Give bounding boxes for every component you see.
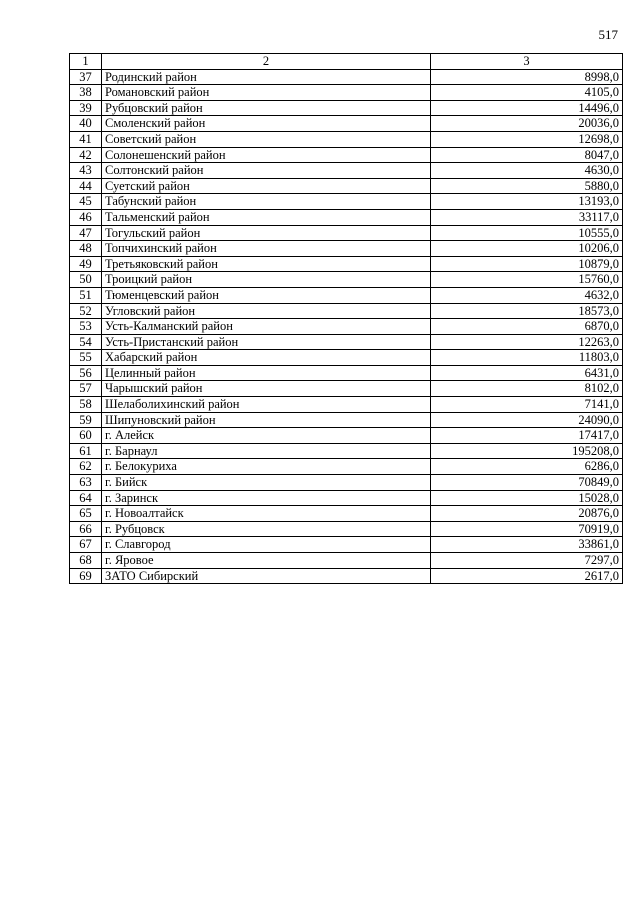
row-number: 60 bbox=[70, 428, 102, 444]
district-name: ЗАТО Сибирский bbox=[102, 568, 431, 584]
column-header-2: 2 bbox=[102, 54, 431, 70]
row-value: 5880,0 bbox=[431, 178, 623, 194]
district-name: Троицкий район bbox=[102, 272, 431, 288]
table-row bbox=[70, 412, 623, 428]
row-value: 17417,0 bbox=[431, 428, 623, 444]
district-name: г. Новоалтайск bbox=[102, 506, 431, 522]
district-name: Солтонский район bbox=[102, 163, 431, 179]
row-number: 57 bbox=[70, 381, 102, 397]
row-number: 47 bbox=[70, 225, 102, 241]
row-number: 67 bbox=[70, 537, 102, 553]
district-name: Шелаболихинский район bbox=[102, 397, 431, 413]
district-name: Суетский район bbox=[102, 178, 431, 194]
row-value: 15028,0 bbox=[431, 490, 623, 506]
district-name: г. Алейск bbox=[102, 428, 431, 444]
row-number: 54 bbox=[70, 334, 102, 350]
table-row bbox=[70, 194, 623, 210]
row-value: 2617,0 bbox=[431, 568, 623, 584]
row-value: 20036,0 bbox=[431, 116, 623, 132]
row-value: 11803,0 bbox=[431, 350, 623, 366]
row-number: 39 bbox=[70, 100, 102, 116]
row-value: 7297,0 bbox=[431, 553, 623, 569]
district-name: Хабарский район bbox=[102, 350, 431, 366]
district-name: Смоленский район bbox=[102, 116, 431, 132]
table-row bbox=[70, 69, 623, 85]
district-name: Тюменцевский район bbox=[102, 287, 431, 303]
district-name: Шипуновский район bbox=[102, 412, 431, 428]
table-row bbox=[70, 490, 623, 506]
district-name: Табунский район bbox=[102, 194, 431, 210]
row-number: 55 bbox=[70, 350, 102, 366]
table-row bbox=[70, 241, 623, 257]
table-row bbox=[70, 475, 623, 491]
district-name: Чарышский район bbox=[102, 381, 431, 397]
row-value: 4632,0 bbox=[431, 287, 623, 303]
row-value: 70849,0 bbox=[431, 475, 623, 491]
table-row bbox=[70, 85, 623, 101]
row-value: 10555,0 bbox=[431, 225, 623, 241]
row-number: 49 bbox=[70, 256, 102, 272]
table-row bbox=[70, 568, 623, 584]
table-row bbox=[70, 459, 623, 475]
row-value: 4630,0 bbox=[431, 163, 623, 179]
table-row bbox=[70, 506, 623, 522]
row-value: 8102,0 bbox=[431, 381, 623, 397]
district-name: Тальменский район bbox=[102, 209, 431, 225]
table-row bbox=[70, 381, 623, 397]
row-number: 43 bbox=[70, 163, 102, 179]
row-number: 62 bbox=[70, 459, 102, 475]
district-name: г. Барнаул bbox=[102, 443, 431, 459]
table-row bbox=[70, 256, 623, 272]
district-name: Целинный район bbox=[102, 365, 431, 381]
district-name: Усть-Пристанский район bbox=[102, 334, 431, 350]
table-row bbox=[70, 225, 623, 241]
district-name: Романовский район bbox=[102, 85, 431, 101]
page-number: 517 bbox=[598, 27, 618, 42]
row-value: 10879,0 bbox=[431, 256, 623, 272]
row-number: 42 bbox=[70, 147, 102, 163]
row-value: 7141,0 bbox=[431, 397, 623, 413]
row-number: 46 bbox=[70, 209, 102, 225]
district-name: Усть-Калманский район bbox=[102, 319, 431, 335]
table-row bbox=[70, 443, 623, 459]
row-value: 70919,0 bbox=[431, 521, 623, 537]
district-name: Третьяковский район bbox=[102, 256, 431, 272]
row-number: 56 bbox=[70, 365, 102, 381]
row-number: 38 bbox=[70, 85, 102, 101]
row-value: 4105,0 bbox=[431, 85, 623, 101]
table-row bbox=[70, 287, 623, 303]
row-number: 45 bbox=[70, 194, 102, 210]
row-value: 6870,0 bbox=[431, 319, 623, 335]
row-number: 44 bbox=[70, 178, 102, 194]
row-number: 59 bbox=[70, 412, 102, 428]
table-row bbox=[70, 365, 623, 381]
row-value: 18573,0 bbox=[431, 303, 623, 319]
district-name: г. Белокуриха bbox=[102, 459, 431, 475]
column-header-1: 1 bbox=[70, 54, 102, 70]
row-value: 12698,0 bbox=[431, 131, 623, 147]
row-value: 8998,0 bbox=[431, 69, 623, 85]
row-number: 52 bbox=[70, 303, 102, 319]
column-header-3: 3 bbox=[431, 54, 623, 70]
row-number: 51 bbox=[70, 287, 102, 303]
row-value: 6286,0 bbox=[431, 459, 623, 475]
row-number: 64 bbox=[70, 490, 102, 506]
row-value: 24090,0 bbox=[431, 412, 623, 428]
table-row bbox=[70, 319, 623, 335]
row-number: 41 bbox=[70, 131, 102, 147]
table-row bbox=[70, 116, 623, 132]
row-number: 53 bbox=[70, 319, 102, 335]
table-row bbox=[70, 334, 623, 350]
district-name: Топчихинский район bbox=[102, 241, 431, 257]
row-number: 61 bbox=[70, 443, 102, 459]
table-row bbox=[70, 303, 623, 319]
table-row bbox=[70, 209, 623, 225]
row-value: 14496,0 bbox=[431, 100, 623, 116]
row-number: 69 bbox=[70, 568, 102, 584]
row-value: 13193,0 bbox=[431, 194, 623, 210]
row-value: 33117,0 bbox=[431, 209, 623, 225]
table-row bbox=[70, 521, 623, 537]
district-name: г. Заринск bbox=[102, 490, 431, 506]
data-table bbox=[69, 53, 623, 584]
row-number: 65 bbox=[70, 506, 102, 522]
row-value: 6431,0 bbox=[431, 365, 623, 381]
district-name: Угловский район bbox=[102, 303, 431, 319]
table-row bbox=[70, 350, 623, 366]
table-row bbox=[70, 428, 623, 444]
table-row bbox=[70, 537, 623, 553]
district-name: Родинский район bbox=[102, 69, 431, 85]
row-number: 68 bbox=[70, 553, 102, 569]
district-name: Советский район bbox=[102, 131, 431, 147]
row-number: 63 bbox=[70, 475, 102, 491]
row-number: 50 bbox=[70, 272, 102, 288]
row-value: 195208,0 bbox=[431, 443, 623, 459]
table-header-row bbox=[70, 54, 623, 70]
table-row bbox=[70, 163, 623, 179]
district-name: Рубцовский район bbox=[102, 100, 431, 116]
row-value: 20876,0 bbox=[431, 506, 623, 522]
district-name: Солонешенский район bbox=[102, 147, 431, 163]
row-value: 33861,0 bbox=[431, 537, 623, 553]
row-value: 15760,0 bbox=[431, 272, 623, 288]
row-value: 12263,0 bbox=[431, 334, 623, 350]
table-row bbox=[70, 397, 623, 413]
row-value: 10206,0 bbox=[431, 241, 623, 257]
table-row bbox=[70, 147, 623, 163]
district-name: г. Рубцовск bbox=[102, 521, 431, 537]
district-name: Тогульский район bbox=[102, 225, 431, 241]
row-number: 37 bbox=[70, 69, 102, 85]
table-row bbox=[70, 553, 623, 569]
row-number: 66 bbox=[70, 521, 102, 537]
district-name: г. Яровое bbox=[102, 553, 431, 569]
table-row bbox=[70, 272, 623, 288]
row-number: 58 bbox=[70, 397, 102, 413]
row-number: 48 bbox=[70, 241, 102, 257]
table-row bbox=[70, 178, 623, 194]
district-name: г. Бийск bbox=[102, 475, 431, 491]
table-row bbox=[70, 131, 623, 147]
table-row bbox=[70, 100, 623, 116]
table-body bbox=[70, 69, 623, 584]
row-number: 40 bbox=[70, 116, 102, 132]
row-value: 8047,0 bbox=[431, 147, 623, 163]
district-name: г. Славгород bbox=[102, 537, 431, 553]
